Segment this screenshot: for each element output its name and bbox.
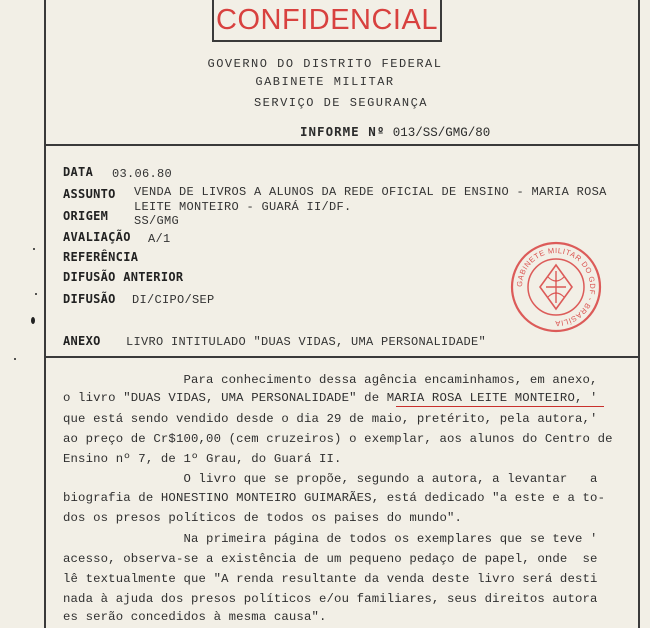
margin-mark [35, 293, 37, 295]
informe-line [300, 124, 490, 140]
classification-stamp [212, 0, 442, 42]
assunto-value-line1: VENDA DE LIVROS A ALUNOS DA REDE OFICIAL DE ENSINO - MARIA ROSA [134, 185, 607, 199]
body-line: Na primeira página de todos os exemplares que se teve ' [63, 532, 598, 546]
margin-mark [31, 317, 35, 324]
anexo-label: ANEXO [63, 334, 101, 348]
difusao-value: DI/CIPO/SEP [132, 293, 215, 307]
assunto-value-line2: LEITE MONTEIRO - GUARÁ II/DF. [134, 200, 352, 214]
body-line: es serão concedidos à mesma causa". [63, 610, 327, 624]
body-line: acesso, observa-se a existência de um pequeno pedaço de papel, onde se [63, 552, 598, 566]
difusao-anterior-label: DIFUSÃO ANTERIOR [63, 270, 184, 284]
body-line: Para conhecimento dessa agência encaminhamos, em anexo, [63, 373, 598, 387]
avaliacao-value: A/1 [148, 232, 171, 246]
frame-right-border [638, 0, 640, 628]
body-line: ao preço de Cr$100,00 (cem cruzeiros) o exemplar, aos alunos do Centro de [63, 432, 613, 446]
header-service: SERVIÇO DE SEGURANÇA [253, 96, 429, 110]
anexo-value: LIVRO INTITULADO "DUAS VIDAS, UMA PERSONALIDADE" [126, 335, 487, 349]
frame-left-border [44, 0, 46, 628]
origem-label: ORIGEM [63, 209, 109, 223]
data-label: DATA [63, 165, 94, 179]
author-name-underline [396, 406, 604, 407]
body-line: Ensino nº 7, de 1º Grau, do Guará II. [63, 452, 342, 466]
margin-mark [33, 248, 35, 250]
informe-label: INFORME Nº [300, 124, 386, 139]
header-divider [44, 144, 640, 146]
body-line: O livro que se propõe, segundo a autora, a levantar a [63, 472, 598, 486]
header-cabinet: GABINETE MILITAR [255, 75, 395, 89]
official-seal-stamp [510, 241, 602, 333]
margin-mark [14, 358, 16, 360]
assunto-label: ASSUNTO [63, 187, 116, 201]
seal-text: GABINETE MILITAR DO GDF - BRASÍLIA [514, 245, 598, 329]
difusao-label: DIFUSÃO [63, 292, 116, 306]
body-line: biografia de HONESTINO MONTEIRO GUIMARÃES, está dedicado "a este e a to- [63, 491, 606, 505]
body-line: que está sendo vendido desde o dia 29 de maio, pretérito, pela autora,' [63, 412, 598, 426]
body-line: lê textualmente que "A renda resultante da venda deste livro será desti [63, 572, 598, 586]
header-government: GOVERNO DO DISTRITO FEDERAL [207, 57, 443, 71]
referencia-label: REFERÊNCIA [63, 250, 139, 264]
avaliacao-label: AVALIAÇÃO [63, 230, 131, 244]
classification-stamp-text: CONFIDENCIAL [216, 4, 438, 36]
data-value: 03.06.80 [112, 167, 173, 181]
informe-number: 013/SS/GMG/80 [392, 126, 491, 140]
body-line: nada à ajuda dos presos políticos e/ou familiares, seus direitos autora [63, 592, 598, 606]
body-divider [44, 356, 640, 358]
body-line: o livro "DUAS VIDAS, UMA PERSONALIDADE" de MARIA ROSA LEITE MONTEIRO, ' [63, 391, 598, 405]
body-line: dos os presos políticos de todos os paises do mundo". [63, 511, 463, 525]
origem-value: SS/GMG [134, 214, 180, 228]
